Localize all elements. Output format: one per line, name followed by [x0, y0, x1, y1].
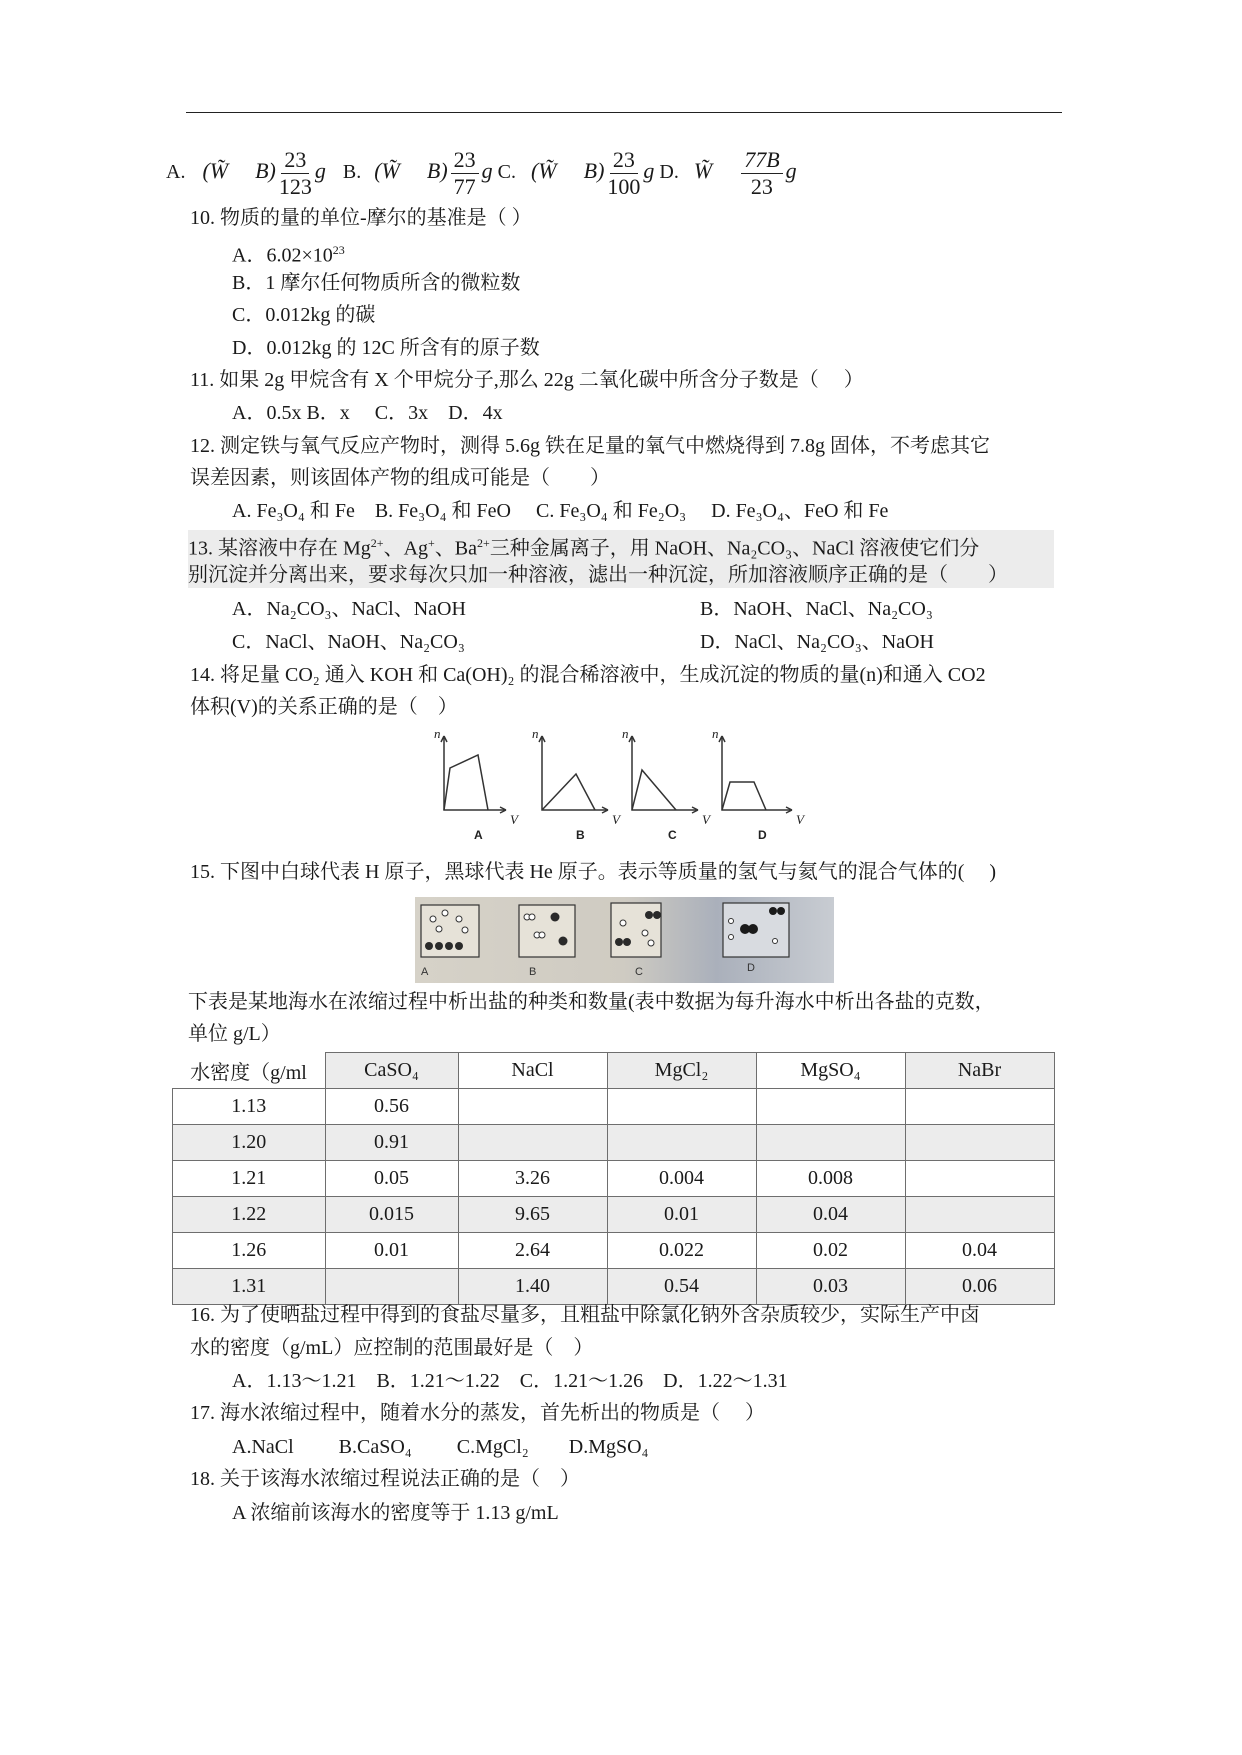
q14-graph-d: [719, 736, 792, 813]
q10-stem: 10. 物质的量的单位-摩尔的基准是（ ）: [190, 207, 532, 229]
table-header-row: [173, 1053, 1055, 1089]
table-row: 1.21 0.05 3.26 0.004 0.008: [173, 1161, 1055, 1197]
q13-option-a: A．Na₂CO₃、NaCl、NaOH: [232, 598, 466, 620]
q10-option-d: D．0.012kg 的 12C 所含有的原子数: [232, 337, 540, 359]
q15-molecule-photo: [415, 897, 834, 983]
q14-axis-y-label-b: n: [532, 728, 539, 741]
q14-label-c: C: [668, 828, 677, 842]
table-row: 1.22 0.015 9.65 0.01 0.04: [173, 1197, 1055, 1233]
q15-label-d: D: [747, 962, 755, 974]
q15-box-a: [421, 905, 479, 957]
q15-box-c: [611, 903, 661, 957]
q14-stem-line2: 体积(V)的关系正确的是（ ）: [190, 696, 458, 718]
q15-box-d: [723, 903, 789, 957]
table-row: 1.26 0.01 2.64 0.022 0.02 0.04: [173, 1233, 1055, 1269]
q15-label-b: B: [529, 966, 537, 978]
q14-graphs-figure: [430, 728, 810, 843]
q14-label-a: A: [474, 828, 483, 842]
header-mgso4: MgSO₄: [756, 1053, 905, 1089]
q14-graph-c: [629, 736, 698, 813]
table-intro-line1: 下表是某地海水在浓缩过程中析出盐的种类和数量(表中数据为每升海水中析出各盐的克数，: [188, 991, 995, 1013]
q13-option-c: C．NaCl、NaOH、Na₂CO₃: [232, 631, 465, 653]
q10-option-b: B．1 摩尔任何物质所含的微粒数: [232, 272, 521, 294]
q13-stem-line2: 别沉淀并分离出来，要求每次只加一种溶液，滤出一种沉淀，所加溶液顺序正确的是（ ）: [188, 562, 1054, 588]
q10-option-c: C．0.012kg 的碳: [232, 304, 376, 326]
q14-label-b: B: [576, 828, 585, 842]
salt-precipitation-table: [172, 1052, 1055, 1305]
fraction: $\frac{23}{100}$: [607, 146, 641, 199]
q18-option-a: A 浓缩前该海水的密度等于 1.13 g/mL: [232, 1502, 559, 1524]
fraction: $\frac{77B}{23}$: [741, 147, 782, 200]
table-row: 1.20 0.91: [173, 1125, 1055, 1161]
header-caso4: CaSO₄: [325, 1053, 458, 1089]
q14-stem-line1: 14. 将足量 CO₂ 通入 KOH 和 Ca(OH)₂ 的混合稀溶液中，生成沉淀的物质的量(n)和通入 CO2: [190, 664, 986, 686]
q16-stem-line2: 水的密度（g/mL）应控制的范围最好是（ ）: [190, 1337, 594, 1359]
q17-options: A.NaCl B.CaSO₄ C.MgCl₂ D.MgSO₄: [232, 1436, 649, 1458]
header-mgcl2: MgCl₂: [607, 1053, 756, 1089]
q12-stem-line1: 12. 测定铁与氧气反应产物时，测得 5.6g 铁在足量的氧气中燃烧得到 7.8g 固体，不考虑其它: [190, 435, 990, 457]
fraction: $\frac{23}{77}$: [451, 147, 479, 200]
q16-stem-line1: 16. 为了使晒盐过程中得到的食盐尽量多，且粗盐中除氯化钠外含杂质较少，实际生产中卤: [190, 1304, 980, 1326]
q14-axis-x-label-d: V: [796, 812, 804, 827]
q12-options: A. Fe₃O₄ 和 Fe B. Fe₃O₄ 和 FeO C. Fe₃O₄ 和 Fe₂O₃ D. Fe₃O₄、FeO 和 Fe: [232, 500, 889, 522]
q12-stem-line2: 误差因素，则该固体产物的组成可能是（ ）: [190, 467, 610, 489]
q15-stem: 15. 下图中白球代表 H 原子，黑球代表 He 原子。表示等质量的氢气与氦气的混合气体的( ): [190, 861, 997, 883]
header-rule: [186, 112, 1062, 113]
q14-axis-y-label-c: n: [622, 728, 629, 741]
q14-graph-b: [539, 736, 608, 813]
q13-option-d: D．NaCl、Na₂CO₃、NaOH: [700, 631, 934, 653]
q14-axis-y-label-d: n: [712, 728, 719, 741]
q18-stem: 18. 关于该海水浓缩过程说法正确的是（ ）: [190, 1468, 580, 1490]
q17-stem: 17. 海水浓缩过程中，随着水分的蒸发，首先析出的物质是（ ）: [190, 1402, 765, 1424]
q14-axis-x-label-b: V: [612, 812, 620, 827]
q15-box-b: [519, 905, 575, 957]
q16-options: A．1.13～1.21 B．1.21～1.22 C．1.21～1.26 D．1.22～1.31: [232, 1370, 788, 1392]
table-intro-line2: 单位 g/L）: [188, 1023, 281, 1045]
header-density: 水密度（g/ml: [173, 1053, 326, 1089]
q14-axis-x-label-a: V: [510, 812, 518, 827]
q15-label-c: C: [635, 966, 643, 978]
q14-graph-a: [441, 736, 506, 813]
table-row: 1.31 1.40 0.54 0.03 0.06: [173, 1269, 1055, 1305]
q14-label-d: D: [758, 828, 767, 842]
fraction: $\frac{23}{123}$: [278, 146, 312, 199]
header-nacl: NaCl: [458, 1053, 607, 1089]
q9-options: A. (W̃ B) $\frac{23}{123}$ g B. (W̃ B) $\frac{23}{77}$ g C. (W̃ B) $\frac{23}{100}$ g D. W̃ $\frac{77B}{23}$ g: [166, 146, 797, 199]
q11-stem: 11. 如果 2g 甲烷含有 X 个甲烷分子,那么 22g 二氧化碳中所含分子数是（ ）: [190, 369, 864, 391]
q13-option-b: B．NaOH、NaCl、Na₂CO₃: [700, 598, 933, 620]
q11-options: A．0.5x B．x C．3x D．4x: [232, 402, 503, 424]
q14-axis-x-label-c: V: [702, 812, 710, 827]
q15-label-a: A: [421, 966, 429, 978]
q13-stem-line1: 13. 某溶液中存在 $Mg^{2+}$、Ag+、$Ba^{2+}$三种金属离子，用 NaOH、Na₂CO₃、NaCl 溶液使它们分: [188, 530, 1054, 562]
table-row: 1.13 0.56: [173, 1089, 1055, 1125]
q10-option-a: A．$6.02\times 10^{23}$: [232, 243, 345, 267]
header-nabr: NaBr: [905, 1053, 1054, 1089]
q14-axis-y-label-a: n: [434, 728, 441, 741]
